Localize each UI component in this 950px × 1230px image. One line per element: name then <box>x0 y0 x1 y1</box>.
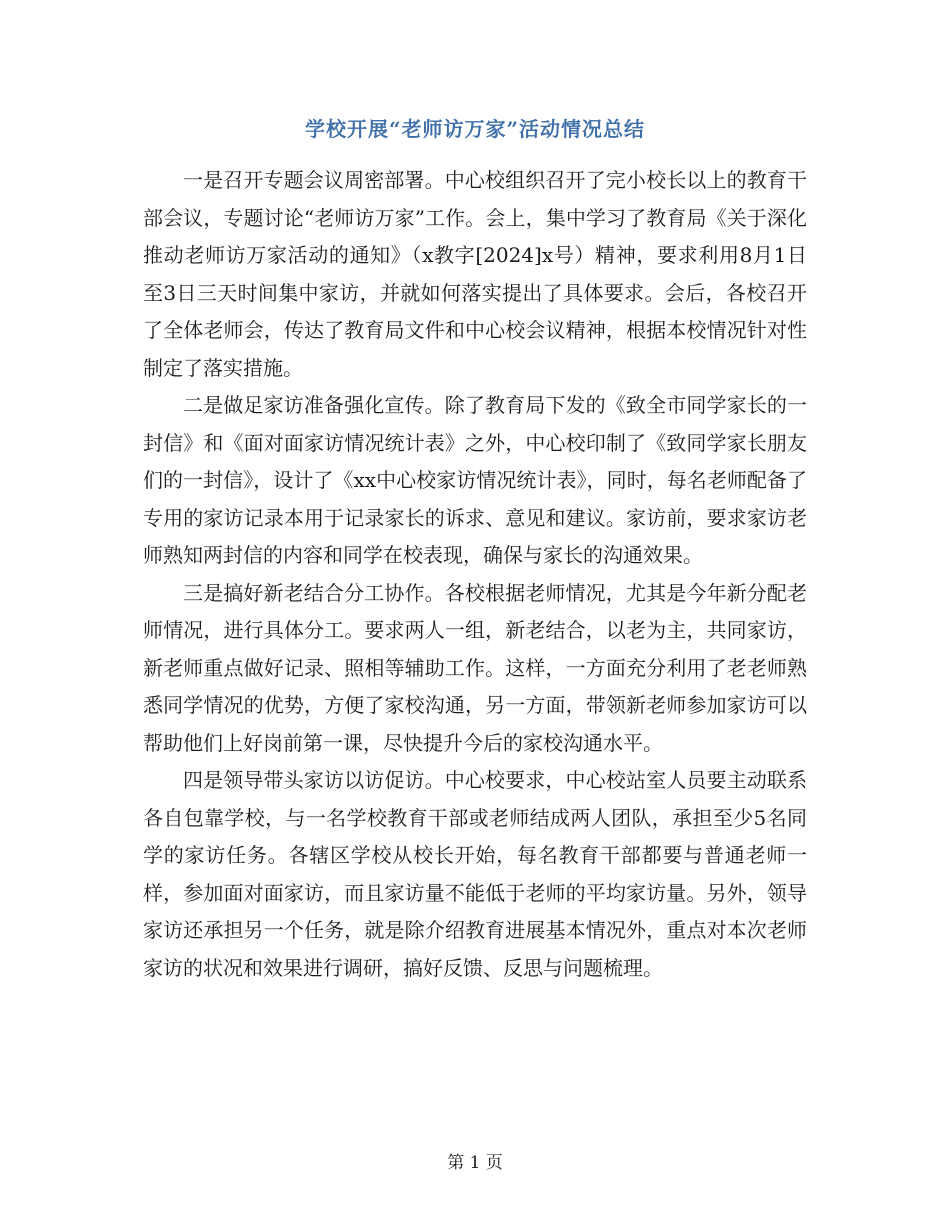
paragraph-3: 三是搞好新老结合分工协作。各校根据老师情况，尤其是今年新分配老师情况，进行具体分工。要求两人一组，新老结合，以老为主，共同家访，新老师重点做好记录、照相等辅助工作。这样，一方面充分利用了老老师熟悉同学情况的优势，方便了家校沟通，另一方面，带领新老师参加家访可以帮助他们上好岗前第一课，尽快提升今后的家校沟通水平。 <box>143 580 807 755</box>
document-body <box>143 162 807 987</box>
paragraph-2: 二是做足家访准备强化宣传。除了教育局下发的《致全市同学家长的一封信》和《面对面家访情况统计表》之外，中心校印制了《致同学家长朋友们的一封信》，设计了《xx中心校家访情况统计表》，同时，每名老师配备了专用的家访记录本用于记录家长的诉求、意见和建议。家访前，要求家访老师熟知两封信的内容和同学在校表现，确保与家长的沟通效果。 <box>143 393 807 567</box>
paragraph-4: 四是领导带头家访以访促访。中心校要求，中心校站室人员要主动联系各自包靠学校，与一名学校教育干部或老师结成两人团队，承担至少5名同学的家访任务。各辖区学校从校长开始，每名教育干部都要与普通老师一样，参加面对面家访，而且家访量不能低于老师的平均家访量。另外，领导家访还承担另一个任务，就是除介绍教育进展基本情况外，重点对本次老师家访的状况和效果进行调研，搞好反馈、反思与问题梳理。 <box>143 768 807 980</box>
page-number: 第 1 页 <box>447 1153 503 1173</box>
document-title: 学校开展“老师访万家”活动情况总结 <box>304 117 645 141</box>
paragraph-1: 一是召开专题会议周密部署。中心校组织召开了完小校长以上的教育干部会议，专题讨论“老师访万家”工作。会上，集中学习了教育局《关于深化推动老师访万家活动的通知》（x教字[2024]x号）精神，要求利用8月1日至3日三天时间集中家访，并就如何落实提出了具体要求。会后，各校召开了全体老师会，传达了教育局文件和中心校会议精神，根据本校情况针对性制定了落实措施。 <box>143 168 807 380</box>
